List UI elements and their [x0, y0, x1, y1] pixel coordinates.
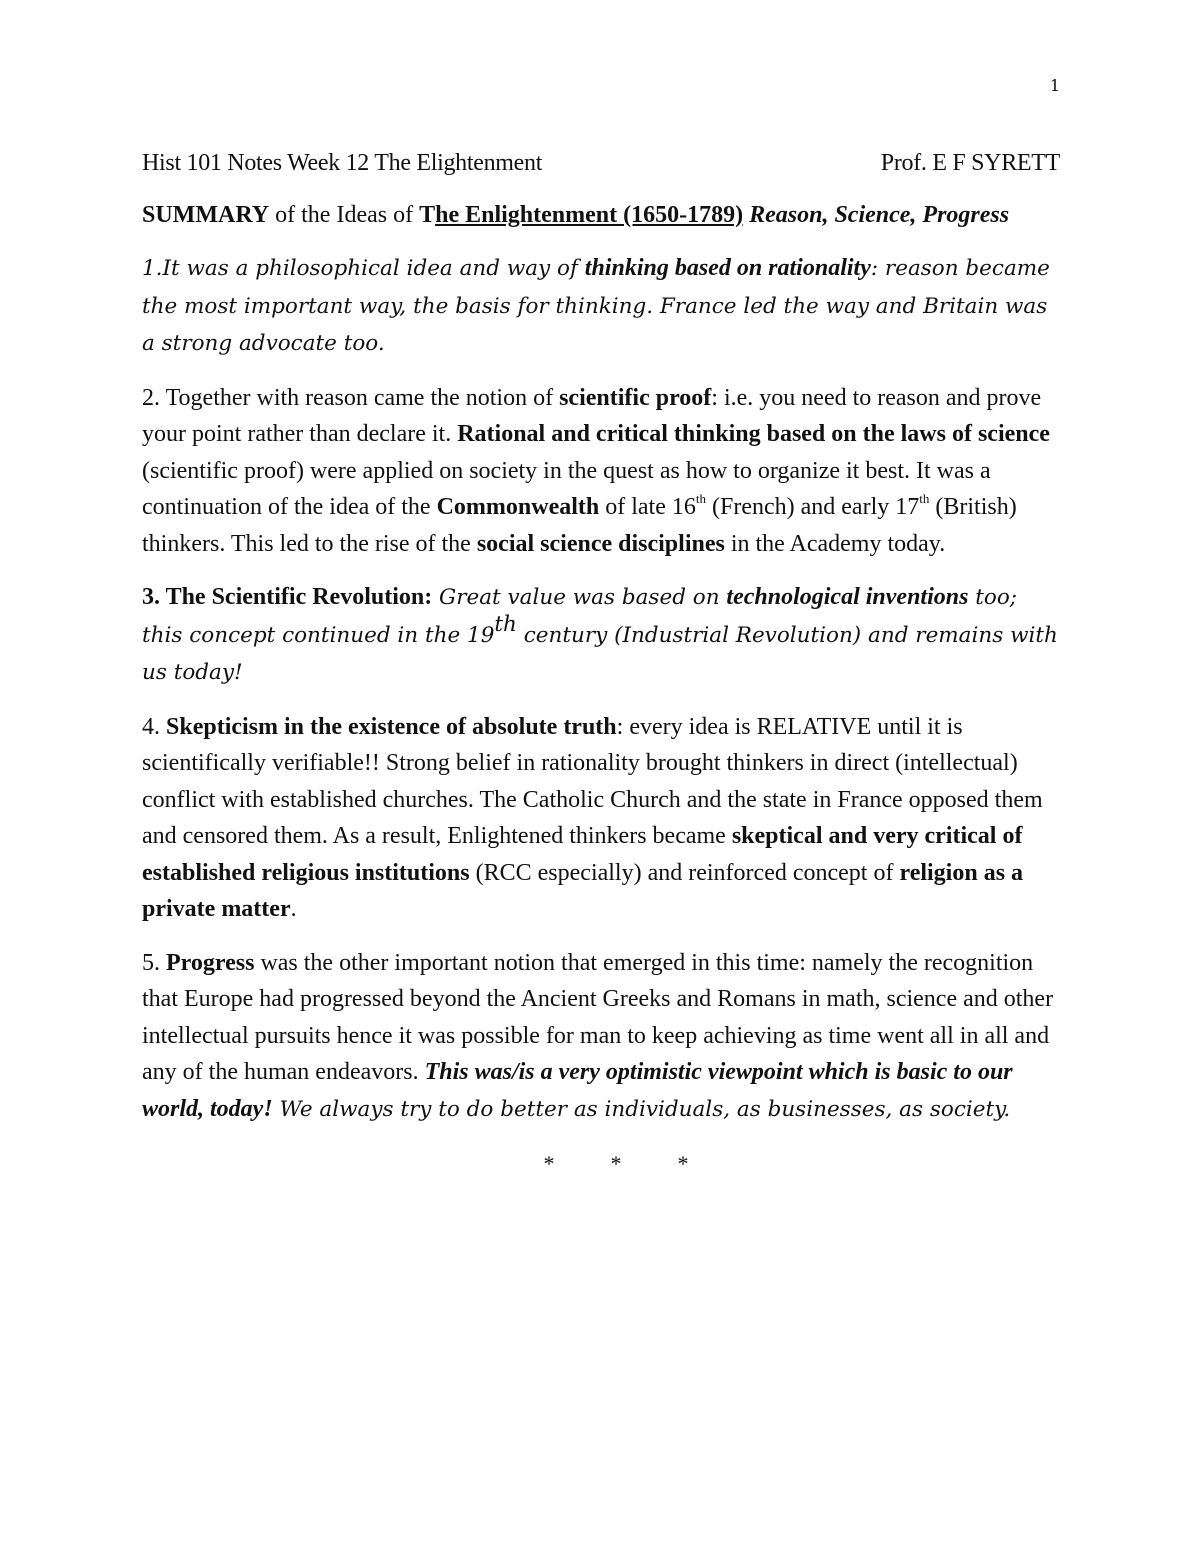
point-1: 1.It was a philosophical idea and way of thinking based on rationality: reason became the most important way, the basis for thinking. France led the way and Britain was a strong advocate too. — [142, 255, 1050, 356]
document-body — [142, 145, 1060, 1183]
divider-star: * — [543, 1151, 555, 1176]
page-number: 1 — [1049, 76, 1060, 95]
document-title: Hist 101 Notes Week 12 The Elightenment — [142, 150, 543, 176]
emphasis-optimistic-viewpoint: This was/is a very optimistic viewpoint which is basic to our world, today! — [142, 1059, 1013, 1122]
emphasis-rationality: thinking based on rationality — [584, 255, 871, 281]
emphasis-rational-thinking: Rational and critical thinking based on the laws of science — [457, 421, 1050, 447]
document-author: Prof. E F SYRETT — [880, 150, 1060, 176]
emphasis-technological-inventions: technological inventions — [726, 584, 969, 610]
topic-title: he Enlightenment (1650-1789) — [435, 201, 744, 228]
topic-initial: T — [419, 201, 436, 228]
emphasis-skepticism: Skepticism in the existence of absolute truth — [166, 713, 617, 740]
summary-label: SUMMARY — [142, 201, 270, 228]
emphasis-critical-institutions: skeptical and very critical of established religious institutions — [142, 823, 1023, 886]
scientific-revolution-label: 3. The Scientific Revolution: — [142, 584, 433, 610]
divider-star: * — [610, 1151, 622, 1176]
divider-star: * — [677, 1151, 689, 1176]
emphasis-progress: Progress — [166, 949, 255, 976]
point-3: 3. The Scientific Revolution: Great value was based on technological inventions too; this concept continued in the 19th century (Industrial Revolution) and remains with us today! — [142, 584, 1058, 685]
summary-text: of the Ideas of — [269, 201, 420, 228]
emphasis-commonwealth: Commonwealth — [436, 494, 600, 520]
emphasis-scientific-proof: scientific proof — [559, 384, 712, 411]
section-divider — [142, 1146, 1060, 1183]
document-header — [142, 145, 1060, 182]
point-4: 4. Skepticism in the existence of absolute truth: every idea is RELATIVE until it is scientifically verifiable!! Strong belief in rationality brought thinkers in direct (intellectual) conflict with established churches. The Catholic Church and the state in France opposed them and censored them. As a result, Enlightened thinkers became skeptical and very critical of established religious institutions (RCC especially) and reinforced concept of religion as a private matter. — [142, 713, 1043, 922]
point-2: 2. Together with reason came the notion of scientific proof: i.e. you need to reason and prove your point rather than declare it. Rational and critical thinking based on the laws of science (scientific proof) were applied on society in the quest as how to organize it best. It was a continuation of the idea of the Commonwealth of late 16th (French) and early 17th (British) thinkers. This led to the rise of the social science disciplines in the Academy today. — [142, 384, 1050, 557]
point-5: 5. Progress was the other important notion that emerged in this time: namely the recognition that Europe had progressed beyond the Ancient Greeks and Romans in math, science and other intellectual pursuits hence it was possible for man to keep achieving as time went all in all and any of the human endeavors. This was/is a very optimistic viewpoint which is basic to our world, today! We always try to do better as individuals, as businesses, as society. — [142, 949, 1054, 1122]
emphasis-private-religion: religion as a private matter — [142, 859, 1024, 922]
emphasis-social-science: social science disciplines — [476, 530, 725, 557]
summary-themes: Reason, Science, Progress — [749, 201, 1010, 228]
summary-heading — [142, 197, 1060, 234]
